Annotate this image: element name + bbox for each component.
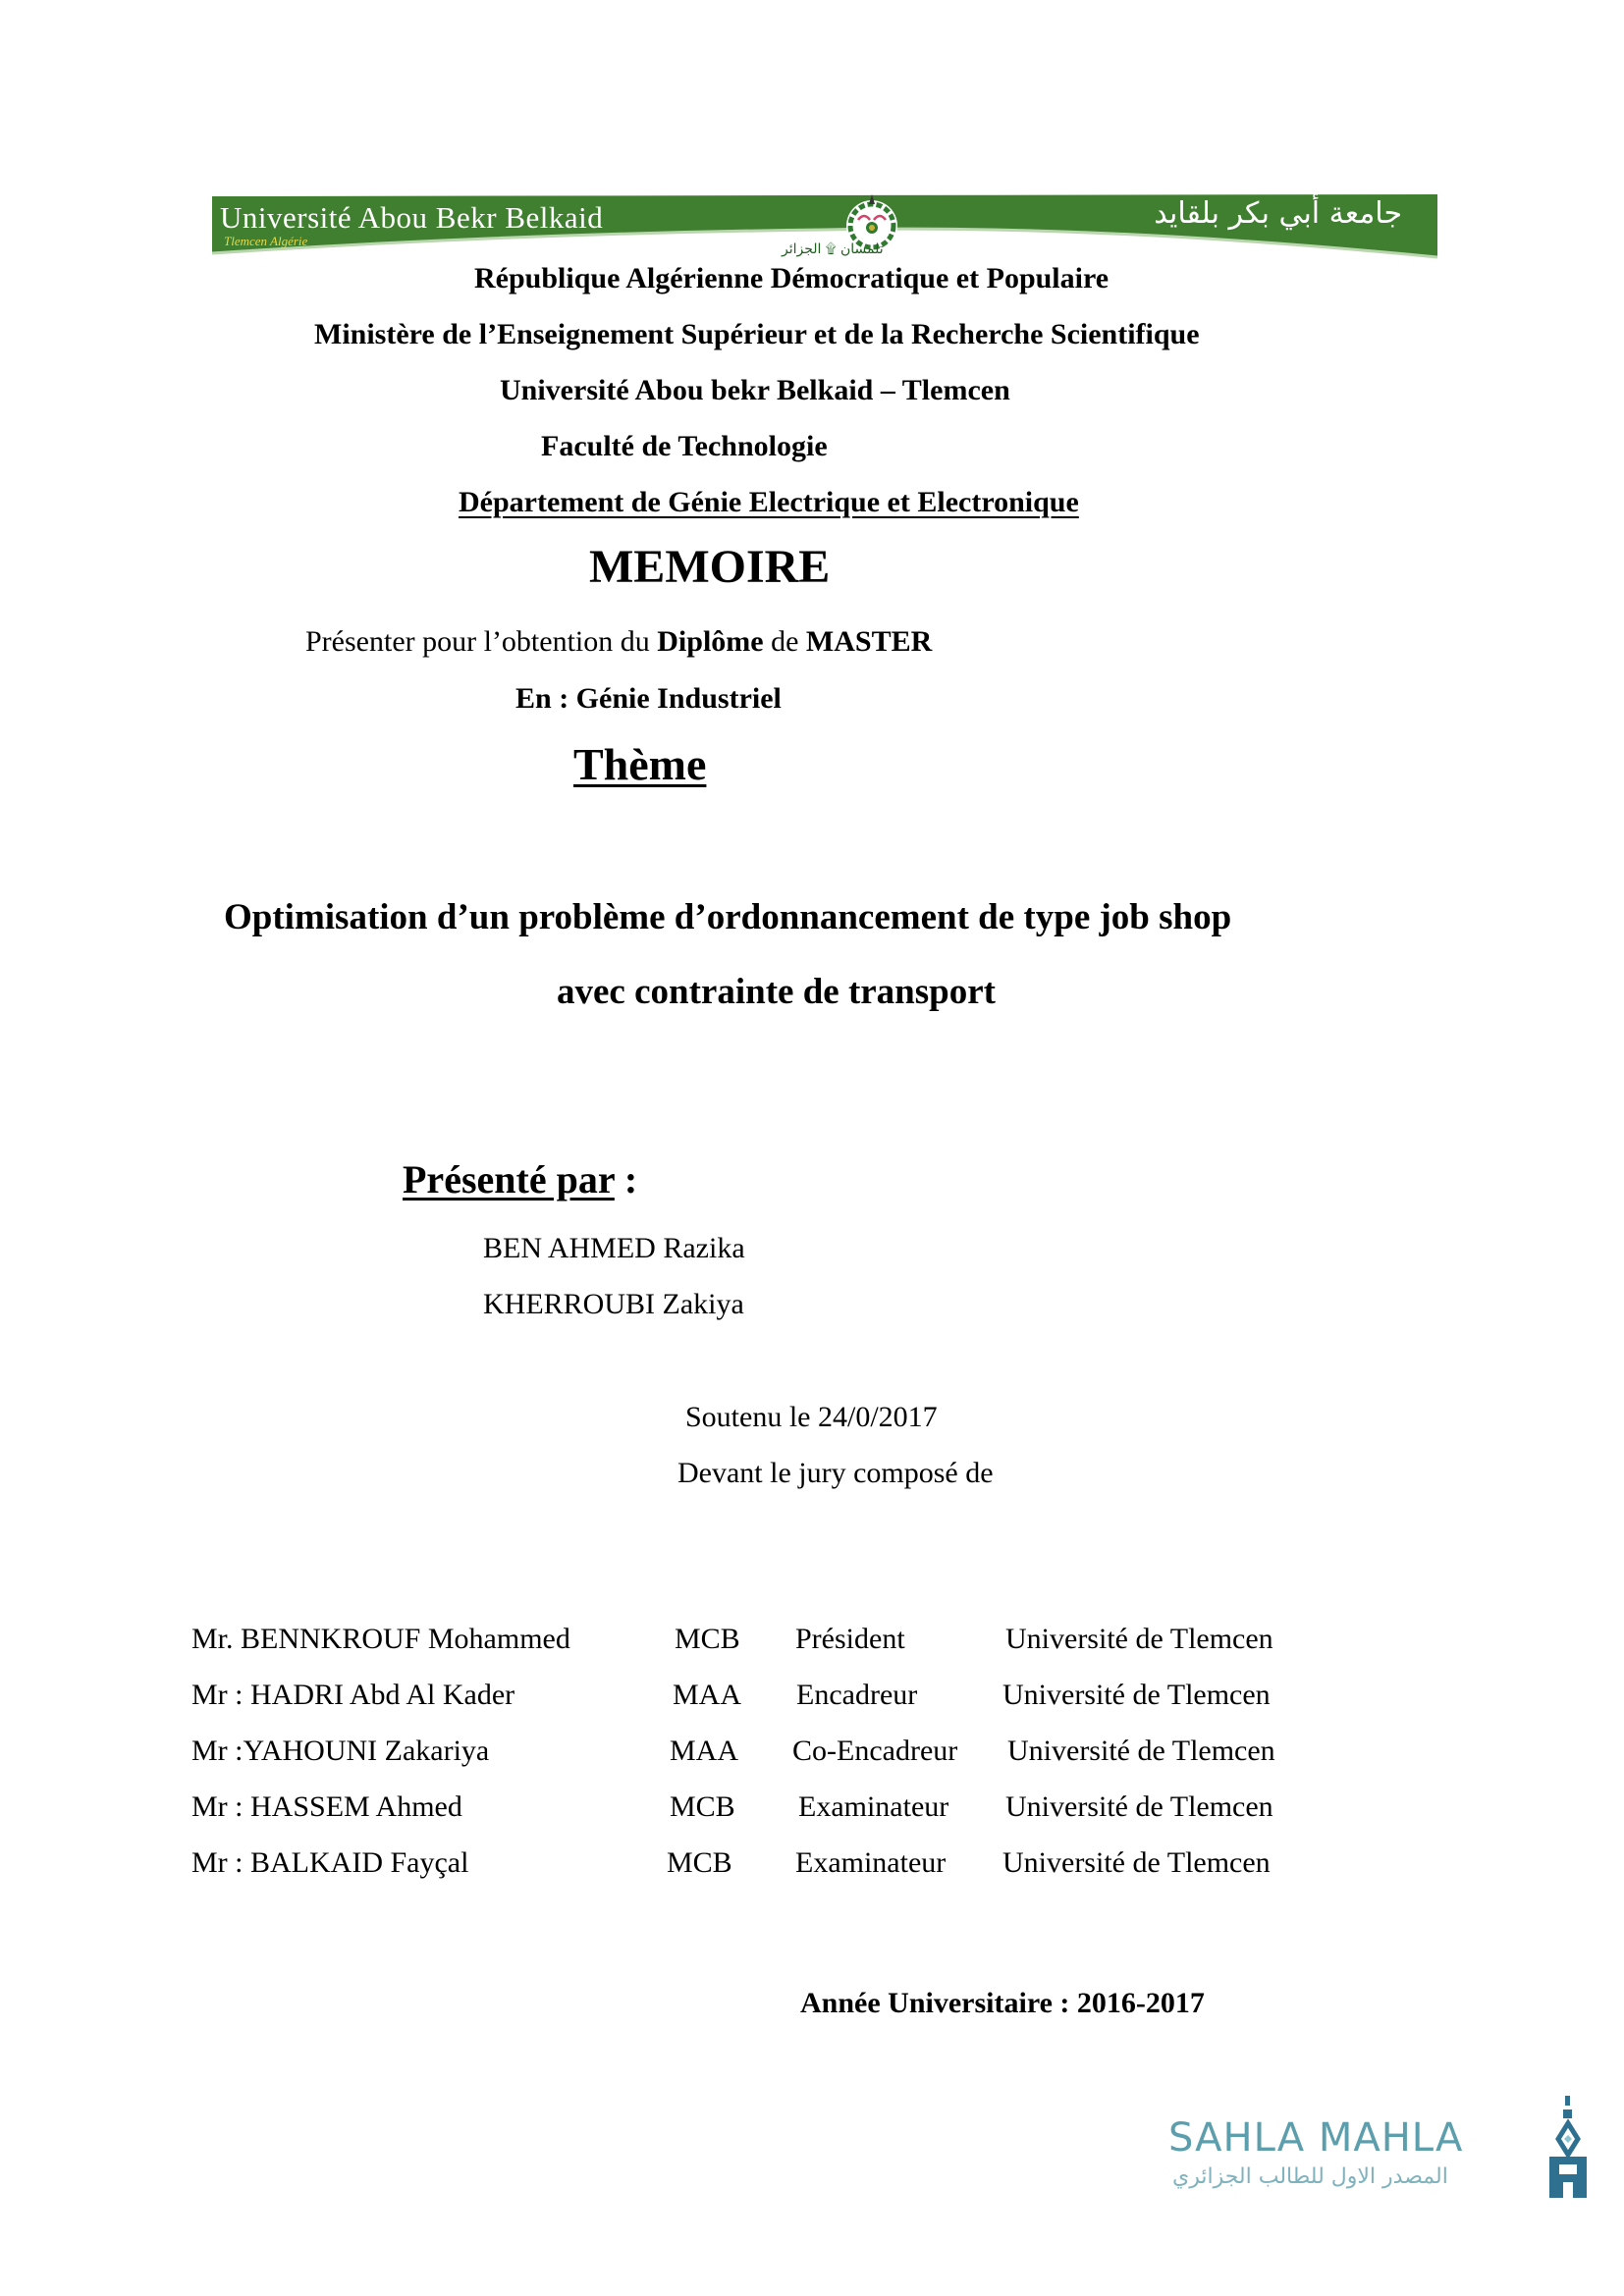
jury-name: Mr. BENNKROUF Mohammed	[191, 1623, 570, 1655]
jury-institution: Université de Tlemcen	[1002, 1846, 1271, 1879]
jury-institution: Université de Tlemcen	[1005, 1623, 1273, 1655]
academic-year: Année Universitaire : 2016-2017	[800, 1987, 1205, 2019]
document-type: MEMOIRE	[589, 541, 831, 593]
watermark-tagline: المصدر الاول للطالب الجزائري	[1172, 2164, 1448, 2189]
thesis-title-line-1: Optimisation d’un problème d’ordonnancement de type job shop	[224, 897, 1232, 937]
purpose-degree: MASTER	[805, 625, 933, 658]
defense-date: Soutenu le 24/0/2017	[685, 1401, 938, 1433]
authors-colon: :	[614, 1157, 638, 1201]
specialty-line: En : Génie Industriel	[515, 682, 782, 715]
jury-role: Encadreur	[796, 1679, 918, 1711]
jury-role: Président	[795, 1623, 905, 1655]
jury-grade: MAA	[670, 1735, 739, 1767]
purpose-prefix: Présenter pour l’obtention du	[305, 625, 658, 658]
university-line: Université Abou bekr Belkaid – Tlemcen	[500, 374, 1010, 406]
jury-row	[0, 1846, 1624, 1886]
ministry-line: Ministère de l’Enseignement Supérieur et de la Recherche Scientifique	[314, 318, 1200, 350]
jury-name: Mr :YAHOUNI Zakariya	[191, 1735, 490, 1767]
jury-institution: Université de Tlemcen	[1007, 1735, 1275, 1767]
jury-name: Mr : BALKAID Fayçal	[191, 1846, 469, 1879]
jury-grade: MCB	[667, 1846, 732, 1879]
jury-name: Mr : HADRI Abd Al Kader	[191, 1679, 515, 1711]
watermark-brand: SAHLA MAHLA	[1168, 2115, 1464, 2161]
sahla-mahla-watermark	[1168, 2115, 1620, 2223]
banner-university-name-fr: Université Abou Bekr Belkaid	[220, 200, 604, 235]
jury-intro: Devant le jury composé de	[677, 1457, 994, 1489]
jury-role: Examinateur	[795, 1846, 947, 1879]
thesis-title-line-2: avec contrainte de transport	[557, 972, 996, 1012]
jury-role: Examinateur	[798, 1790, 949, 1823]
faculty-line: Faculté de Technologie	[541, 430, 828, 462]
republic-line: République Algérienne Démocratique et Populaire	[474, 262, 1110, 294]
jury-institution: Université de Tlemcen	[1005, 1790, 1273, 1823]
jury-institution: Université de Tlemcen	[1002, 1679, 1271, 1711]
sahla-mahla-logo-icon	[1543, 2096, 1593, 2204]
jury-name: Mr : HASSEM Ahmed	[191, 1790, 462, 1823]
banner-university-name-ar: جامعة أبي بكر بلقايد	[1154, 196, 1402, 231]
jury-row	[0, 1623, 1624, 1662]
jury-row	[0, 1679, 1624, 1718]
jury-grade: MAA	[673, 1679, 742, 1711]
banner-city-ar: تلمسان ۩ الجزائر	[782, 241, 884, 257]
department-line: Département de Génie Electrique et Electronique	[459, 486, 1079, 518]
jury-role: Co-Encadreur	[792, 1735, 958, 1767]
jury-row	[0, 1790, 1624, 1830]
authors-heading	[403, 1156, 637, 1202]
purpose-mid: de	[763, 625, 806, 658]
theme-label: Thème	[573, 739, 707, 789]
author-name: BEN AHMED Razika	[483, 1232, 745, 1264]
jury-row	[0, 1735, 1624, 1774]
banner-location-fr: Tlemcen Algérie	[224, 234, 308, 248]
purpose-line	[305, 625, 932, 659]
authors-label: Présenté par	[403, 1157, 615, 1201]
university-banner	[212, 194, 1437, 259]
purpose-diploma: Diplôme	[657, 625, 764, 658]
author-name: KHERROUBI Zakiya	[483, 1288, 744, 1320]
jury-grade: MCB	[675, 1623, 740, 1655]
jury-grade: MCB	[670, 1790, 735, 1823]
